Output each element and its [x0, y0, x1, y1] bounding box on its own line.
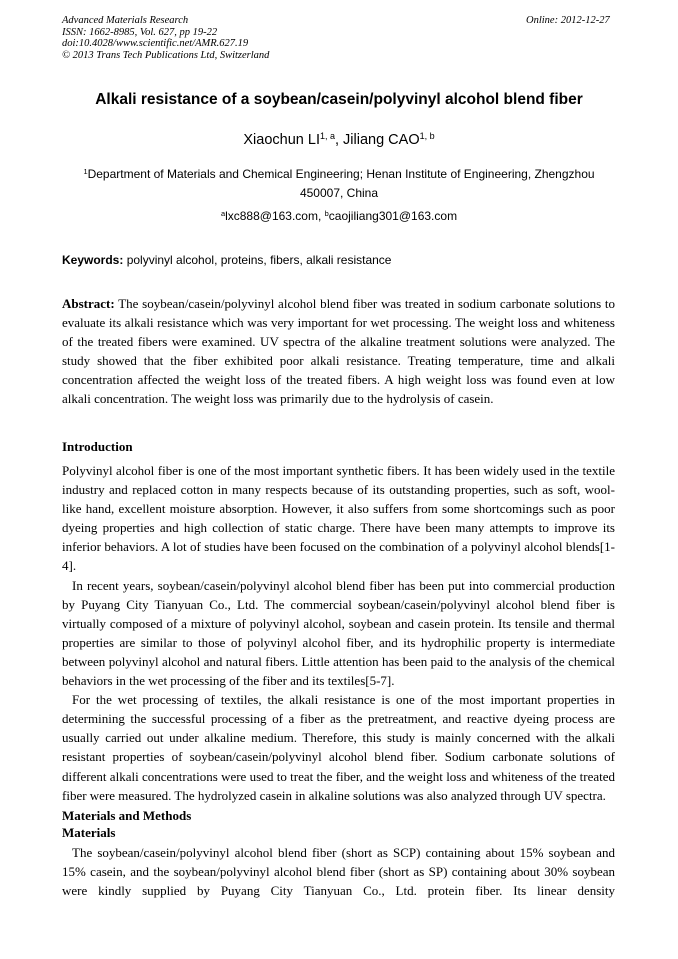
abstract-text: The soybean/casein/polyvinyl alcohol blend fiber was treated in sodium carbonate solutions to evaluate its alkali resistance which was very important for wet processing. The weight loss and whiteness of the treated fibers were examined. UV spectra of the alkaline treatment solutions were analyzed. The study showed that the fiber exhibited poor alkali resistance. Treating temperature, time and alkali concentration affected the weight loss of the treated fibers. A high weight loss was found even at low alkali concentration. The weight loss was primarily due to the hydrolysis of casein. [62, 296, 615, 407]
paper-title: Alkali resistance of a soybean/casein/polyvinyl alcohol blend fiber [95, 91, 583, 108]
keywords-list: polyvinyl alcohol, proteins, fibers, alkali resistance [123, 253, 392, 267]
keywords [62, 253, 391, 268]
paragraph: In recent years, soybean/casein/polyvinyl alcohol blend fiber has been put into commercial production by Puyang City Tianyuan Co., Ltd. The commercial soybean/casein/polyvinyl alcohol blend fiber is virtually composed of a mixture of polyvinyl alcohol, soybean and casein protein. Its tensile and thermal properties are similar to those of polyvinyl alcohol fiber, and its hydrophilic property is intermediate between polyvinyl alcohol and natural fibers. Little attention has been paid to the analysis of the chemical behaviors in the wet processing of the fiber and its textiles[5-7]. [62, 577, 615, 689]
author-affiliation-marker: 1, b [419, 131, 435, 142]
email-separator: , [317, 209, 325, 223]
author-name: Jiliang CAO [343, 132, 420, 148]
email-marker: a [220, 208, 226, 218]
doi[interactable]: doi:10.4028/www.scientific.net/AMR.627.19 [62, 38, 249, 49]
affiliation-marker: 1 [83, 166, 88, 176]
affiliation [62, 165, 616, 203]
paragraph: For the wet processing of textiles, the alkali resistance is one of the most important properties in determining the successful processing of a fiber as the pretreatment, and reactive dyeing process are usually carried out under alkaline medium. Therefore, this study is mainly concerned with the alkali resistant properties of soybean/casein/polyvinyl alcohol blend fiber. Sodium carbonate solutions of different alkali concentrations were used to treat the fiber, and the weight loss and whiteness of the treated fiber were measured. The hydrolyzed casein in alkaline solutions was also analyzed through UV spectra. [62, 692, 615, 803]
subsection-heading-materials: Materials [62, 825, 116, 840]
journal-name: Advanced Materials Research [62, 15, 189, 26]
author-name: Xiaochun LI [243, 132, 320, 148]
copyright: © 2013 Trans Tech Publications Ltd, Switzerland [62, 49, 270, 61]
author-list [0, 131, 678, 149]
journal-metadata [62, 15, 269, 61]
introduction-body [62, 461, 615, 805]
materials-body [62, 843, 615, 900]
section-heading-introduction: Introduction [62, 439, 133, 454]
email-marker: b [324, 208, 329, 218]
abstract [62, 294, 615, 409]
author-separator: , [334, 132, 344, 148]
author-affiliation-marker: 1, a [319, 131, 335, 142]
issn-volume: ISSN: 1662-8985, Vol. 627, pp 19-22 [62, 26, 218, 38]
online-date: Online: 2012-12-27 [526, 15, 610, 26]
author-emails [0, 209, 678, 224]
paragraph: Polyvinyl alcohol fiber is one of the most important synthetic fibers. It has been widely used in the textile industry and replaced cotton in many respects because of its outstanding properties, such as soft, wool-like hand, excellent moisture absorption. However, it also suffers from some shortcomings such as poor dyeing properties and high collection of static charge. There have been many attempts to improve its inferior behaviors. A lot of studies have been focused on the combination of a polyvinyl alcohol blends[1-4]. [62, 463, 615, 574]
email-address[interactable]: lxc888@163.com [225, 209, 318, 223]
affiliation-text: Department of Materials and Chemical Engineering; Henan Institute of Engineering, Zhengzhou 450007, China [87, 167, 595, 200]
email-address[interactable]: caojiliang301@163.com [328, 209, 458, 223]
keywords-label: Keywords: [62, 253, 124, 267]
section-heading-materials-and-methods: Materials and Methods [62, 808, 192, 823]
paragraph: The soybean/casein/polyvinyl alcohol blend fiber (short as SCP) containing about 15% soybean and 15% casein, and the soybean/polyvinyl alcohol blend fiber (short as SP) containing about 30% soybean were kindly supplied by Puyang City Tianyuan Co., Ltd. protein fiber. Its linear density [62, 845, 615, 899]
abstract-label: Abstract: [62, 296, 115, 311]
